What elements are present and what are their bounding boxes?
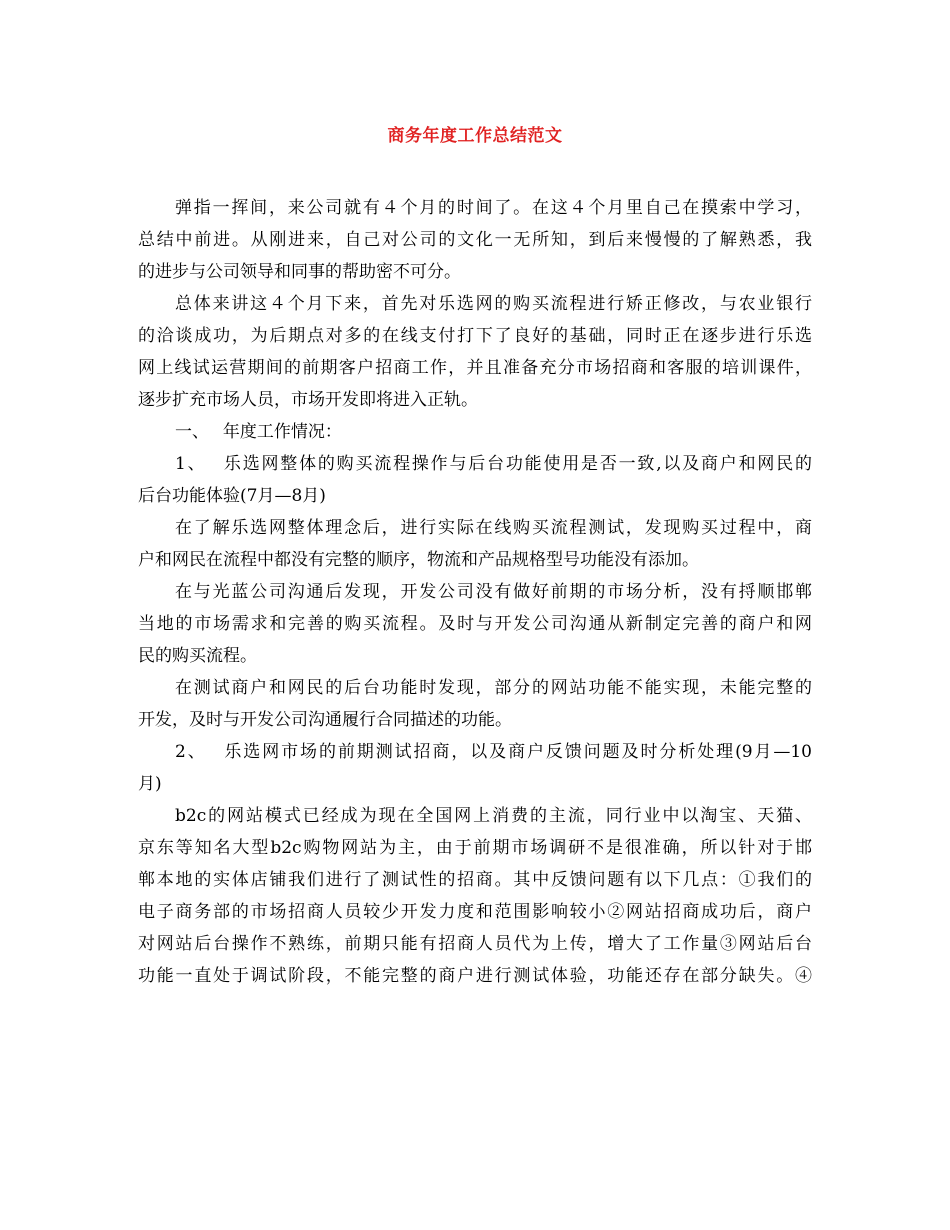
text-line: 的进步与公司领导和同事的帮助密不可分。: [138, 262, 461, 282]
text-line: 功能一直处于调试阶段，不能完整的商户进行测试体验，功能还存在部分缺失。④: [138, 966, 812, 986]
text-line: 户和网民在流程中都没有完整的顺序，物流和产品规格型号功能没有添加。: [138, 550, 699, 570]
text-line: 逐步扩充市场人员，市场开发即将进入正轨。: [138, 390, 478, 410]
text-line: 的洽谈成功，为后期点对多的在线支付打下了良好的基础，同时正在逐步进行乐选: [138, 326, 812, 346]
text-line: 电子商务部的市场招商人员较少开发力度和范围影响较小②网站招商成功后，商户: [138, 902, 812, 922]
text-line: 民的购买流程。: [138, 646, 257, 666]
text-line: 2、 乐选网市场的前期测试招商，以及商户反馈问题及时分析处理(9月—10: [175, 742, 812, 762]
text-line: 在与光蓝公司沟通后发现，开发公司没有做好前期的市场分析，没有捋顺邯郸: [175, 582, 812, 602]
text-line: 总体来讲这４个月下来，首先对乐选网的购买流程进行矫正修改，与农业银行: [175, 294, 812, 314]
text-line: 后台功能体验(7月—8月): [138, 486, 326, 506]
text-line: 1、 乐选网整体的购买流程操作与后台功能使用是否一致,以及商户和网民的: [175, 454, 812, 474]
text-line: b2c的网站模式已经成为现在全国网上消费的主流，同行业中以淘宝、天猫、: [175, 806, 812, 826]
text-line: 月): [138, 774, 162, 794]
text-line: 京东等知名大型b2c购物网站为主，由于前期市场调研不是很准确，所以针对于邯: [138, 838, 812, 858]
text-line: 总结中前进。从刚进来，自己对公司的文化一无所知，到后来慢慢的了解熟悉，我: [138, 230, 812, 250]
text-line: 在测试商户和网民的后台功能时发现，部分的网站功能不能实现，未能完整的: [175, 678, 812, 698]
text-line: 网上线试运营期间的前期客户招商工作，并且准备充分市场招商和客服的培训课件，: [138, 358, 812, 378]
text-line: 一、 年度工作情况：: [175, 422, 342, 442]
text-line: 在了解乐选网整体理念后，进行实际在线购买流程测试，发现购买过程中，商: [175, 518, 812, 538]
text-line: 郸本地的实体店铺我们进行了测试性的招商。其中反馈问题有以下几点：①我们的: [138, 870, 812, 890]
text-line: 当地的市场需求和完善的购买流程。及时与开发公司沟通从新制定完善的商户和网: [138, 614, 812, 634]
text-line: 弹指一挥间，来公司就有４个月的时间了。在这４个月里自己在摸索中学习，: [175, 198, 812, 218]
document-title: 商务年度工作总结范文: [387, 126, 563, 146]
text-line: 开发，及时与开发公司沟通履行合同描述的功能。: [138, 710, 512, 730]
text-line: 对网站后台操作不熟练，前期只能有招商人员代为上传，增大了工作量③网站后台: [138, 934, 812, 954]
document-body: [138, 192, 812, 992]
